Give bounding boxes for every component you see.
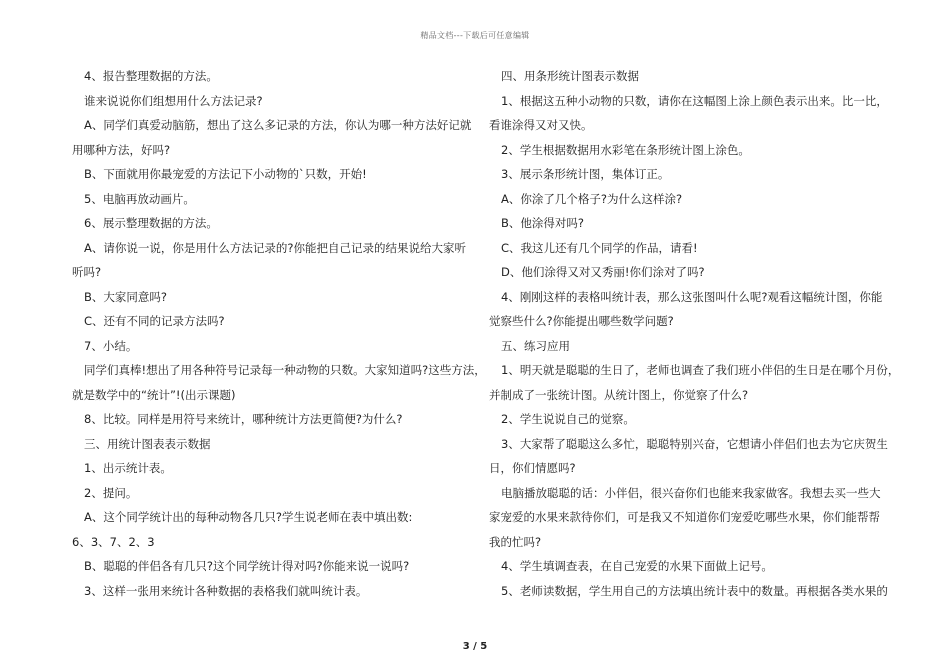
text-line: 2、学生根据数据用水彩笔在条形统计图上涂色。 [501,142,750,157]
text-line: 听吗? [72,265,102,279]
page-header: 精品文档---下载后可任意编辑 [420,31,530,40]
text-line: 1、出示统计表。 [84,461,172,475]
text-line: 谁来说说你们组想用什么方法记录? [84,93,263,108]
text-line: C、我这儿还有几个同学的作品，请看! [501,240,698,255]
text-line: 3、这样一张用来统计各种数据的表格我们就叫统计表。 [84,583,368,598]
text-line: 看谁涂得又对又快。 [489,118,593,132]
text-line: 5、老师读数据，学生用自己的方法填出统计表中的数量。再根据各类水果的 [501,583,888,598]
text-line: A、你涂了几个格子?为什么这样涂? [501,191,683,206]
text-line: B、他涂得对吗? [501,216,584,230]
left-column [72,64,486,603]
text-line: 5、电脑再放动画片。 [84,191,195,206]
text-line: 1、根据这五种小动物的只数，请你在这幅图上涂上颜色表示出来。比一比， [501,93,888,108]
text-line: 三、用统计图表表示数据 [84,436,211,451]
text-line: D、他们涂得又对又秀丽!你们涂对了吗? [501,265,705,279]
text-line: B、聪聪的伴侣各有几只?这个同学统计得对吗?你能来说一说吗? [84,559,410,573]
right-column [489,64,900,603]
text-line: 用哪种方法，好吗? [72,142,171,157]
text-line: 2、提问。 [84,485,138,500]
text-line: C、还有不同的记录方法吗? [84,314,225,328]
text-line: 2、学生说说自己的觉察。 [501,412,635,426]
text-line: 就是数学中的“统计”!(出示课题) [72,387,236,402]
text-line: 3、大家帮了聪聪这么多忙，聪聪特别兴奋，它想请小伴侣们也去为它庆贺生 [501,436,888,451]
text-line: 6、展示整理数据的方法。 [84,216,218,230]
text-line: 家宠爱的水果来款待你们，可是我又不知道你们宠爱吃哪些水果，你们能帮帮 [489,510,880,524]
text-line: 6、3、7、2、3 [72,534,155,549]
text-line: 同学们真棒!想出了用各种符号记录每一种动物的只数。大家知道吗?这些方法， [84,363,486,377]
text-line: 4、刚刚这样的表格叫统计表，那么这张图叫什么呢?观看这幅统计图，你能 [501,289,883,304]
text-line: 四、用条形统计图表示数据 [501,69,639,83]
text-line: B、下面就用你最宠爱的方法记下小动物的`只数，开始! [84,167,367,181]
text-line: 五、练习应用 [501,338,570,353]
text-line: 8、比较。同样是用符号来统计，哪种统计方法更简便?为什么? [84,412,403,426]
text-line: 7、小结。 [84,338,138,353]
text-line: 并制成了一张统计图。从统计图上，你觉察了什么? [489,387,749,402]
page-number: 3 / 5 [462,641,488,652]
text-line: 1、明天就是聪聪的生日了，老师也调查了我们班小伴侣的生日是在哪个月份， [501,363,900,377]
text-line: 3、展示条形统计图，集体订正。 [501,167,670,181]
text-line: A、这个同学统计出的每种动物各几只?学生说老师在表中填出数: [84,510,413,524]
text-line: 觉察些什么?你能提出哪些数学问题? [489,314,674,328]
text-line: A、同学们真爱动脑筋，想出了这么多记录的方法，你认为哪一种方法好记就 [84,118,472,132]
text-line: 4、学生填调查表，在自己宠爱的水果下面做上记号。 [501,559,773,573]
text-line: A、请你说一说，你是用什么方法记录的?你能把自己记录的结果说给大家听 [84,240,466,255]
text-line: 4、报告整理数据的方法。 [84,69,218,83]
text-line: 电脑播放聪聪的话：小伴侣，很兴奋你们也能来我家做客。我想去买一些大 [501,485,881,500]
text-line: 日，你们情愿吗? [489,461,576,475]
text-line: 我的忙吗? [489,534,542,549]
text-line: B、大家同意吗? [84,289,167,304]
